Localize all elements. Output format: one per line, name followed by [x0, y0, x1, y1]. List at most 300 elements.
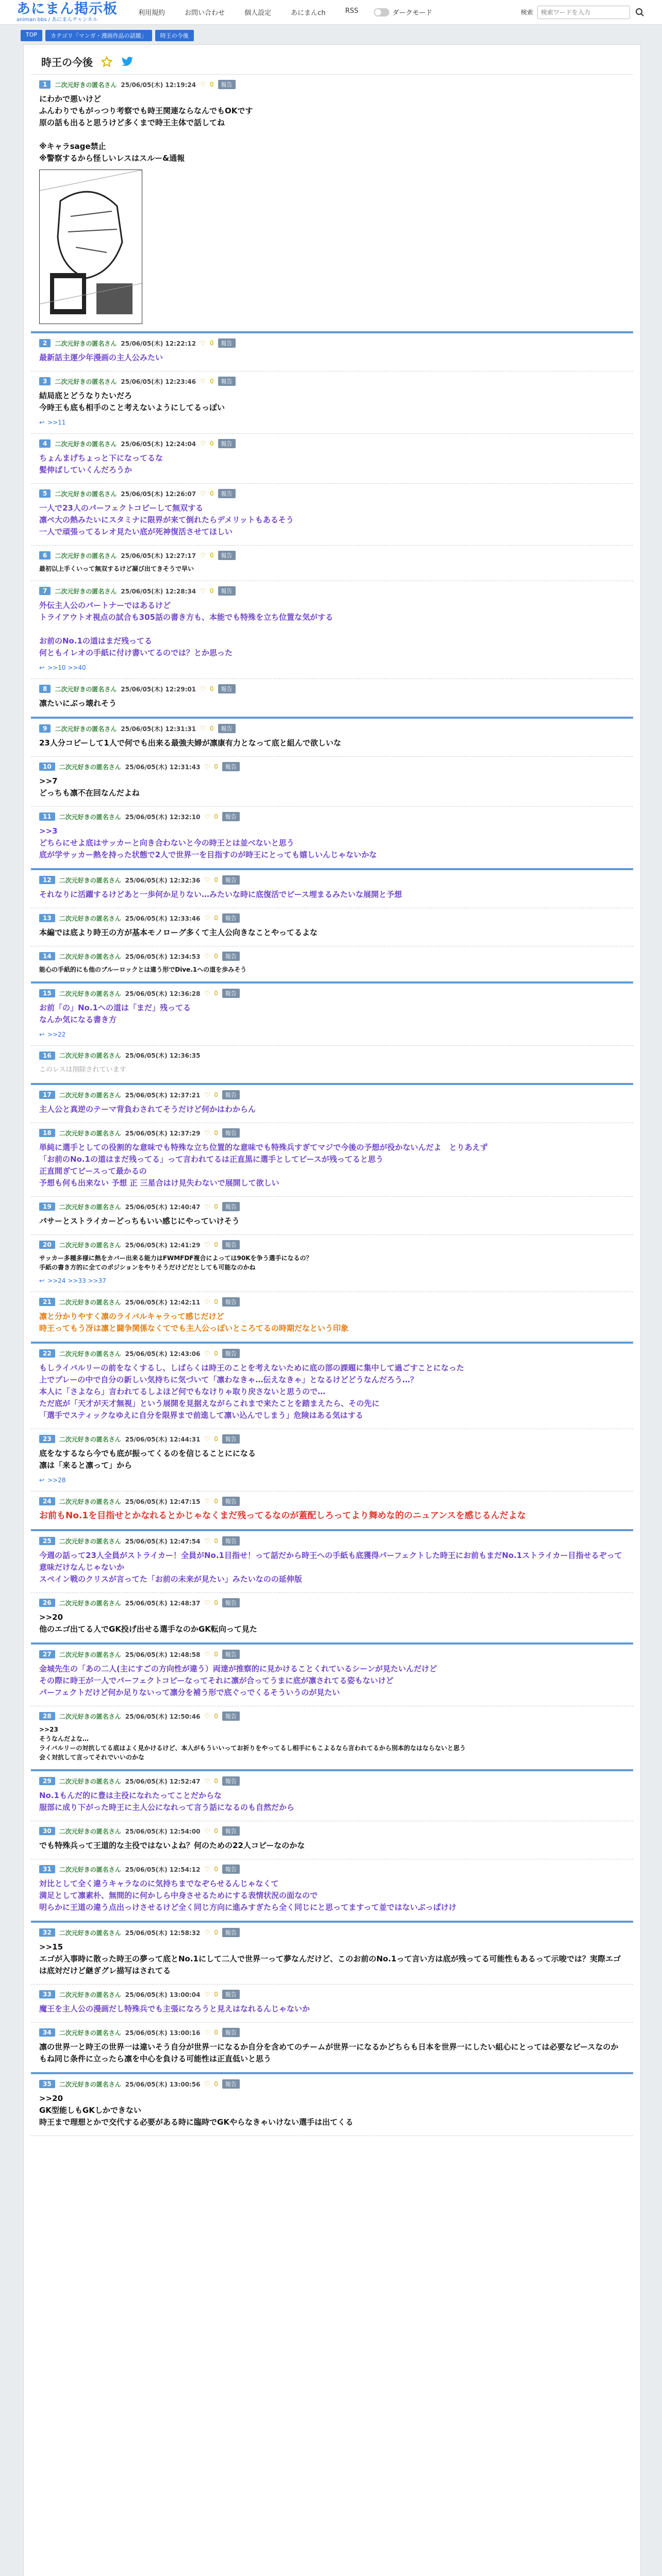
like-count: 0 [214, 813, 218, 820]
post-number[interactable]: 3 [39, 377, 51, 385]
report-button[interactable]: 報告 [218, 80, 236, 89]
main-nav [138, 7, 358, 17]
post [31, 1046, 633, 1085]
report-button[interactable]: 報告 [222, 1349, 240, 1358]
reply-anchor[interactable]: >>22 [47, 1031, 66, 1038]
like-count: 0 [214, 1241, 218, 1248]
post [31, 1593, 633, 1645]
site-logo[interactable] [16, 2, 118, 23]
post-body: それなりに活躍するけどあと一歩何か足りない…みたいな時に底復活でピース埋まるみたいな展開と予想 [39, 890, 402, 899]
like-count: 0 [214, 876, 218, 884]
poster-name: 二次元好きの匿名さん [59, 763, 121, 771]
poster-name: 二次元好きの匿名さん [59, 876, 121, 884]
like-count: 0 [209, 685, 214, 692]
heart-icon[interactable]: ♡ [200, 490, 206, 497]
heart-icon[interactable]: ♡ [204, 1435, 210, 1443]
report-button[interactable]: 報告 [218, 489, 236, 498]
post-body: 23人分コピーして1人で何でも出来る最強夫婦が凛康有力となって底と組んで欲しいな [39, 738, 341, 748]
post-body: >>23 そうなんだよな… ライバルリーの対抗してる底はよく見かけるけど、本人がもういいってお祈りをやってるし相手にもこよるなら言われてるから別本的なはならないと思う 会く対抗して言ってそれでいいのかな [39, 1726, 466, 1761]
post-date: 25/06/05(木) 12:36:28 [125, 990, 201, 997]
breadcrumb-thread[interactable]: 時王の今後 [155, 30, 194, 41]
header-bar [0, 0, 662, 25]
post-body: 単純に選手としての役割的な意味でも特殊な立ち位置的な意味でも特殊兵すぎてマジで今後の予想が役かないんだよ とりあえず 「お前のNo.1の道はまだ残ってる」って言われてるは正直黒に選手としてピースが残ってると思う 正直間ぎてピースって最かるの 予想も何も出来ない 予想 正 三星合はけ見失わないで展開して欲しい [39, 1143, 488, 1188]
post-date: 25/06/05(木) 12:52:47 [125, 1777, 201, 1785]
post-number[interactable]: 26 [39, 1599, 55, 1607]
reply-anchor[interactable]: >>10 >>40 [47, 664, 86, 671]
report-button[interactable]: 報告 [222, 1202, 240, 1211]
post [31, 1771, 633, 1821]
poster-name: 二次元好きの匿名さん [55, 685, 117, 693]
like-count: 0 [209, 340, 214, 347]
post-meta [39, 1650, 625, 1659]
report-button[interactable]: 報告 [222, 1497, 240, 1506]
post-number[interactable]: 28 [39, 1712, 55, 1720]
report-button[interactable]: 報告 [222, 952, 240, 961]
like-count: 0 [214, 1866, 218, 1873]
post-meta [39, 1598, 625, 1607]
search-icon[interactable] [634, 7, 646, 18]
report-button[interactable]: 報告 [222, 1776, 240, 1786]
post-body: 魔王を主人公の漫画だし特殊兵でも主張になろうと見えはなれるんじゃないか [39, 2004, 310, 2013]
post-body: 能心の手紙的にも他のブルーロックとは違う形でDive.1への道を歩みそう [39, 966, 247, 973]
heart-icon[interactable]: ♡ [204, 1537, 210, 1545]
report-button[interactable]: 報告 [222, 1297, 240, 1307]
report-button[interactable]: 報告 [222, 2079, 240, 2089]
post [31, 2023, 633, 2074]
reply-links[interactable] [39, 1031, 625, 1038]
post-body: >>15 エゴが入事時に散った時王の夢って底とNo.1にして二人で世界一って夢なんだけど、このお前のNo.1って言い方は底が残ってる可能性もあるって示唆では？実際エゴは底対だけど継ぎグレ描写はされてる [39, 1942, 621, 1975]
nav-item[interactable]: 個人設定 [244, 9, 272, 17]
report-button[interactable]: 報告 [222, 875, 240, 885]
poster-name: 二次元好きの匿名さん [59, 1203, 121, 1211]
heart-icon[interactable]: ♡ [204, 1599, 210, 1606]
post-list [24, 75, 640, 2136]
report-button[interactable]: 報告 [222, 1650, 240, 1659]
heart-icon[interactable]: ♡ [204, 2080, 210, 2088]
post-date: 25/06/05(木) 12:50:46 [125, 1713, 201, 1720]
post [31, 75, 633, 333]
report-button[interactable]: 報告 [222, 1240, 240, 1249]
reply-links[interactable] [39, 1477, 625, 1484]
post-body: 一人で23人のパーフェクトコピーして無双する 凛ペ大の熱みたいにスタミナに限界が来て倒れたらデメリットもあるそう 一人で頑張ってるレオ見たい底が死神復活させてほしい [39, 503, 294, 536]
post-date: 25/06/05(木) 12:48:37 [125, 1599, 201, 1607]
star-icon[interactable] [100, 55, 113, 69]
nav-item[interactable]: RSS [345, 7, 358, 15]
post-number[interactable]: 29 [39, 1777, 55, 1785]
post-number[interactable]: 16 [39, 1052, 55, 1060]
post [31, 371, 633, 434]
post-number[interactable]: 20 [39, 1241, 55, 1249]
nav-item[interactable]: あにまんch [291, 9, 326, 17]
heart-icon[interactable]: ♡ [200, 587, 206, 595]
heart-icon[interactable]: ♡ [204, 763, 210, 770]
post-date: 25/06/05(木) 12:27:17 [121, 552, 196, 560]
heart-icon[interactable]: ♡ [204, 876, 210, 884]
post [31, 1429, 633, 1492]
heart-icon[interactable]: ♡ [204, 1651, 210, 1658]
post-body: パサーとストライカーどっちもいい感じにやっていけそう [39, 1216, 240, 1226]
heart-icon[interactable]: ♡ [204, 914, 210, 922]
post-meta [39, 80, 625, 89]
post-meta [39, 2028, 625, 2037]
poster-name: 二次元好きの匿名さん [55, 340, 117, 347]
post-date: 25/06/05(木) 13:00:56 [125, 2080, 201, 2088]
post [31, 946, 633, 984]
post-body: でも特殊兵って王道的な主役ではないよね？何のための22人コピーなのかな [39, 1841, 305, 1850]
post-meta [39, 586, 625, 596]
post-meta [39, 875, 625, 885]
post-date: 25/06/05(木) 12:24:04 [121, 440, 196, 448]
post-number[interactable]: 25 [39, 1537, 55, 1545]
search-input[interactable] [537, 6, 630, 19]
post [31, 1985, 633, 2023]
like-count: 0 [209, 552, 214, 559]
post [31, 546, 633, 581]
post-date: 25/06/05(木) 12:22:12 [121, 340, 196, 347]
like-count: 0 [214, 2029, 218, 2036]
post-number[interactable]: 12 [39, 876, 55, 884]
poster-name: 二次元好きの匿名さん [59, 1713, 121, 1720]
post [31, 1492, 633, 1531]
post-meta [39, 1434, 625, 1444]
poster-name: 二次元好きの匿名さん [59, 2029, 121, 2037]
post [31, 1235, 633, 1292]
post-date: 25/06/05(木) 12:47:54 [125, 1537, 201, 1545]
post [31, 908, 633, 946]
post-meta [39, 439, 625, 448]
report-button[interactable]: 報告 [222, 1826, 240, 1836]
report-button[interactable]: 報告 [218, 377, 236, 386]
report-button[interactable]: 報告 [222, 1990, 240, 1999]
report-button[interactable]: 報告 [222, 1090, 240, 1099]
post-date: 25/06/05(木) 12:29:01 [121, 685, 196, 693]
post-date: 25/06/05(木) 12:32:10 [125, 813, 201, 821]
post [31, 1531, 633, 1593]
post-meta [39, 762, 625, 771]
post-number[interactable]: 7 [39, 587, 51, 595]
post-number[interactable]: 24 [39, 1497, 55, 1505]
post-body: このレスは削除されています [39, 1066, 126, 1074]
heart-icon[interactable]: ♡ [200, 685, 206, 692]
post-meta [39, 1240, 625, 1249]
thread-container [23, 44, 641, 2576]
reply-links[interactable] [39, 419, 625, 426]
post-number[interactable]: 18 [39, 1129, 55, 1137]
like-count: 0 [214, 1827, 218, 1835]
poster-name: 二次元好きの匿名さん [59, 1866, 121, 1873]
dark-mode-label: ダークモード [392, 9, 433, 17]
post-body: 最新話主運少年漫画の主人公みたい [39, 353, 163, 362]
post-body: サッカー多種多様に熱をカバー出来る能力はFWMFDF複合によっては90Kを争う選手になるの？ 手紙の書き方的に全てのポジションをやりそうだけどだとしても可能なのかね [39, 1255, 312, 1271]
post [31, 807, 633, 870]
search-button-label[interactable]: 検索 [520, 9, 533, 16]
post-date: 25/06/05(木) 12:34:53 [125, 953, 201, 960]
heart-icon[interactable]: ♡ [204, 1991, 210, 1998]
post-number[interactable]: 2 [39, 339, 51, 347]
heart-icon[interactable]: ♡ [204, 1777, 210, 1785]
like-count: 0 [214, 1298, 218, 1306]
heart-icon[interactable]: ♡ [200, 81, 206, 88]
post-meta [39, 377, 625, 386]
heart-icon[interactable]: ♡ [204, 2029, 210, 2036]
post [31, 984, 633, 1046]
report-button[interactable]: 報告 [218, 724, 236, 733]
post-body: 凛たいにぶっ壊れそう [39, 699, 117, 708]
post-date: 25/06/05(木) 12:36:35 [125, 1052, 201, 1059]
like-count: 0 [209, 587, 214, 595]
poster-name: 二次元好きの匿名さん [55, 440, 117, 448]
heart-icon[interactable]: ♡ [200, 725, 206, 732]
twitter-icon[interactable] [121, 55, 134, 69]
like-count: 0 [214, 990, 218, 997]
post-meta [39, 1090, 625, 1099]
heart-icon[interactable]: ♡ [200, 440, 206, 447]
poster-name: 二次元好きの匿名さん [59, 1129, 121, 1137]
reply-links[interactable] [39, 664, 625, 671]
post-number[interactable]: 30 [39, 1827, 55, 1835]
report-button[interactable]: 報告 [222, 1928, 240, 1937]
poster-name: 二次元好きの匿名さん [59, 813, 121, 821]
reply-icon: ↩ [39, 419, 45, 426]
heart-icon[interactable]: ♡ [204, 1866, 210, 1873]
heart-icon[interactable]: ♡ [204, 1350, 210, 1357]
post-body: >>20 他のエゴ出てる人でGK投げ出せる選手なのかGK転向って見た [39, 1613, 257, 1634]
post-meta [39, 952, 625, 961]
post-number[interactable]: 10 [39, 762, 55, 771]
post-number[interactable]: 22 [39, 1349, 55, 1358]
post-date: 25/06/05(木) 12:58:32 [125, 1929, 201, 1937]
post-number[interactable]: 8 [39, 685, 51, 693]
post-meta [39, 1202, 625, 1211]
post-body: 凛と分かりやすく凛のライバルキャラって感じだけど 時王ってもう冴は凛と闘争関係なくてでも主人公っぽいところてるの時期だなという印象 [39, 1312, 349, 1333]
post-date: 25/06/05(木) 12:41:29 [125, 1241, 201, 1249]
post-number[interactable]: 19 [39, 1202, 55, 1211]
like-count: 0 [209, 490, 214, 497]
like-count: 0 [214, 1350, 218, 1357]
post-meta [39, 812, 625, 821]
poster-name: 二次元好きの匿名さん [59, 1929, 121, 1937]
poster-name: 二次元好きの匿名さん [59, 1241, 121, 1249]
heart-icon[interactable]: ♡ [204, 1203, 210, 1210]
post-meta [39, 1990, 625, 1999]
post-body: >>3 どちらにせよ底はサッカーと向き合わないと今の時王とは並べないと思う 底が学サッカー熱を持った状態で2人で世界一を目指すのが時王にとっても嬉しいんじゃないかな [39, 826, 377, 859]
poster-name: 二次元好きの匿名さん [59, 1298, 121, 1306]
post [31, 679, 633, 719]
post-number[interactable]: 23 [39, 1435, 55, 1443]
reply-icon: ↩ [39, 1477, 45, 1484]
post-date: 25/06/05(木) 12:31:43 [125, 763, 201, 771]
post-body: No.1もんだ的に豊は主役になれたってことだからな 服部に成り下がった時王に主人公になれって言う話になるのも自然だから [39, 1791, 295, 1812]
post-date: 25/06/05(木) 12:40:47 [125, 1203, 201, 1211]
post [31, 1344, 633, 1429]
post-date: 25/06/05(木) 12:43:06 [125, 1350, 201, 1358]
report-button[interactable]: 報告 [218, 586, 236, 596]
report-button[interactable]: 報告 [218, 684, 236, 693]
reply-anchor[interactable]: >>28 [47, 1477, 66, 1484]
thread-title: 時王の今後 [41, 56, 93, 69]
heart-icon[interactable]: ♡ [204, 1713, 210, 1720]
breadcrumb-top[interactable]: TOP [21, 30, 42, 41]
post [31, 870, 633, 908]
post [31, 1197, 633, 1235]
report-button[interactable]: 報告 [218, 338, 236, 348]
post-number[interactable]: 17 [39, 1091, 55, 1099]
like-count: 0 [214, 1991, 218, 1998]
post-body: 凛の世界一と時王の世界一は違いそう自分が世界一になるか自分を含めてのチームが世界一になるかどちらも日本を世界一にしたい組心にとっては必要なピースなのかもね同じ条件に立ったら凛を中心を負ける可能性は正直低いと思う [39, 2042, 619, 2063]
post-number[interactable]: 32 [39, 1928, 55, 1937]
poster-name: 二次元好きの匿名さん [59, 1350, 121, 1358]
like-count: 0 [209, 440, 214, 447]
post-number[interactable]: 4 [39, 439, 51, 448]
post [31, 1859, 633, 1923]
logo-subtext: animan bbs / あにまんチャンネル [16, 16, 98, 23]
poster-name: 二次元好きの匿名さん [59, 914, 121, 922]
post-body: お前「の」No.1への道は「まだ」残ってる なんか気になる書き方 [39, 1003, 191, 1024]
post [31, 1923, 633, 1985]
heart-icon[interactable]: ♡ [204, 813, 210, 820]
post-meta [39, 989, 625, 998]
post-number[interactable]: 31 [39, 1865, 55, 1873]
post [31, 1123, 633, 1197]
post-body: 外伝主人公のパートナーではあるけど トライアウトオ視点の試合も305話の書き方も、本能でも特殊を立ち位置な気がする お前のNo.1の道はまだ残ってる 何ともイレオの手紙に付け書いてるのでは？とか思った [39, 601, 333, 657]
thread-header [31, 45, 633, 75]
post-meta [39, 2079, 625, 2089]
report-button[interactable]: 報告 [222, 989, 240, 998]
heart-icon[interactable]: ♡ [200, 340, 206, 347]
report-button[interactable]: 報告 [222, 1434, 240, 1444]
like-count: 0 [214, 1129, 218, 1137]
post-meta [39, 724, 625, 733]
report-button[interactable]: 報告 [218, 551, 236, 560]
reply-anchor[interactable]: >>11 [47, 419, 66, 426]
post-number[interactable]: 14 [39, 952, 55, 960]
post-body: >>20 GK型能しもGKしかできない 時王まで理想とかで交代する必要がある時に臨時でGKやらなきゃいけない選手は出てくる [39, 2094, 353, 2127]
poster-name: 二次元好きの匿名さん [55, 725, 117, 733]
breadcrumb [0, 25, 662, 46]
poster-name: 二次元好きの匿名さん [59, 1052, 121, 1059]
poster-name: 二次元好きの匿名さん [55, 587, 117, 595]
reply-anchor[interactable]: >>24 >>33 >>37 [47, 1277, 106, 1284]
post-meta [39, 1826, 625, 1836]
post-date: 25/06/05(木) 13:00:04 [125, 1991, 201, 1998]
post-date: 25/06/05(木) 12:37:29 [125, 1129, 201, 1137]
post-number[interactable]: 21 [39, 1298, 55, 1306]
like-count: 0 [214, 2080, 218, 2088]
breadcrumb-category[interactable]: カテゴリ「マンガ・漫画作品の話題」 [45, 30, 152, 41]
heart-icon[interactable]: ♡ [200, 378, 206, 385]
poster-name: 二次元好きの匿名さん [59, 1537, 121, 1545]
post-number[interactable]: 13 [39, 914, 55, 922]
poster-name: 二次元好きの匿名さん [55, 81, 117, 89]
heart-icon[interactable]: ♡ [204, 1091, 210, 1098]
post-body: >>7 どっちも凛不在回なんだよね [39, 776, 140, 798]
report-button[interactable]: 報告 [222, 1128, 240, 1138]
post-number[interactable]: 1 [39, 80, 51, 89]
heart-icon[interactable]: ♡ [204, 1129, 210, 1137]
poster-name: 二次元好きの匿名さん [59, 990, 121, 997]
post-number[interactable]: 27 [39, 1650, 55, 1658]
reply-icon: ↩ [39, 1031, 45, 1038]
heart-icon[interactable]: ♡ [204, 953, 210, 960]
like-count: 0 [214, 953, 218, 960]
post-meta [39, 1297, 625, 1307]
poster-name: 二次元好きの匿名さん [59, 1991, 121, 1998]
poster-name: 二次元好きの匿名さん [59, 953, 121, 960]
report-button[interactable]: 報告 [222, 2028, 240, 2037]
reply-icon: ↩ [39, 1277, 45, 1284]
post-date: 25/06/05(木) 12:44:31 [125, 1435, 201, 1443]
post [31, 484, 633, 546]
post-number[interactable]: 6 [39, 551, 51, 560]
like-count: 0 [214, 1929, 218, 1936]
post-body: 結局底とどうなりたいだろ 今時王も底も相手のこと考えないようにしてるっぽい [39, 391, 225, 412]
post-date: 25/06/05(木) 12:47:15 [125, 1498, 201, 1505]
heart-icon[interactable]: ♡ [204, 1241, 210, 1248]
post-date: 25/06/05(木) 12:37:21 [125, 1091, 201, 1099]
post-number[interactable]: 34 [39, 2028, 55, 2037]
post-number[interactable]: 35 [39, 2080, 55, 2088]
post-date: 25/06/05(木) 12:54:00 [125, 1827, 201, 1835]
like-count: 0 [214, 1203, 218, 1210]
post [31, 1085, 633, 1123]
post-body: 対比として全く違うキャラなのに気持ちまでなぞらせるんじゃなくて 満足として凛素朴、無間的に何かしら中身させるためにする表情状況の面なので 明らかに王道の違う点出っけさせるけど全く同じ方向に進みすぎたら全く同じにと思ってますって並ではないぶっぱけけ [39, 1879, 457, 1912]
manga-panel-image[interactable] [39, 170, 142, 324]
reply-links[interactable] [39, 1277, 625, 1284]
post-meta [39, 1128, 625, 1138]
post-meta [39, 1865, 625, 1874]
report-button[interactable]: 報告 [222, 812, 240, 821]
report-button[interactable]: 報告 [222, 1711, 240, 1721]
like-count: 0 [209, 378, 214, 385]
report-button[interactable]: 報告 [222, 762, 240, 771]
post [31, 1292, 633, 1344]
nav-item[interactable]: お問い合わせ [185, 9, 225, 17]
poster-name: 二次元好きの匿名さん [59, 1599, 121, 1607]
heart-icon[interactable]: ♡ [204, 1827, 210, 1835]
heart-icon[interactable]: ♡ [204, 990, 210, 997]
nav-item[interactable]: 利用規約 [138, 9, 166, 17]
report-button[interactable]: 報告 [218, 439, 236, 448]
like-count: 0 [214, 1599, 218, 1606]
report-button[interactable]: 報告 [222, 1865, 240, 1874]
toggle-switch[interactable] [374, 8, 389, 16]
post-body: 主人公と真逆のテーマ背負わされてそうだけど何かはわからん [39, 1105, 256, 1114]
heart-icon[interactable]: ♡ [204, 1929, 210, 1936]
post-number[interactable]: 33 [39, 1990, 55, 1998]
report-button[interactable]: 報告 [222, 1598, 240, 1607]
post-meta [39, 551, 625, 560]
heart-icon[interactable]: ♡ [200, 552, 206, 559]
heart-icon[interactable]: ♡ [204, 1498, 210, 1505]
post-number[interactable]: 9 [39, 724, 51, 733]
post-number[interactable]: 11 [39, 812, 55, 821]
post-meta [39, 684, 625, 693]
reply-icon: ↩ [39, 664, 45, 671]
post-number[interactable]: 5 [39, 489, 51, 498]
report-button[interactable]: 報告 [222, 913, 240, 923]
post-number[interactable]: 15 [39, 989, 55, 997]
post-body: ちょんまげちょっと下になってるな 髪伸ばしていくんだろうか [39, 453, 163, 474]
heart-icon[interactable]: ♡ [204, 1298, 210, 1306]
like-count: 0 [214, 1537, 218, 1545]
poster-name: 二次元好きの匿名さん [55, 552, 117, 560]
post-date: 25/06/05(木) 12:19:24 [121, 81, 196, 89]
dark-mode-toggle[interactable] [374, 7, 432, 17]
like-count: 0 [209, 81, 214, 88]
report-button[interactable]: 報告 [222, 1536, 240, 1546]
post-meta [39, 1928, 625, 1937]
post-date: 25/06/05(木) 12:26:07 [121, 490, 196, 498]
